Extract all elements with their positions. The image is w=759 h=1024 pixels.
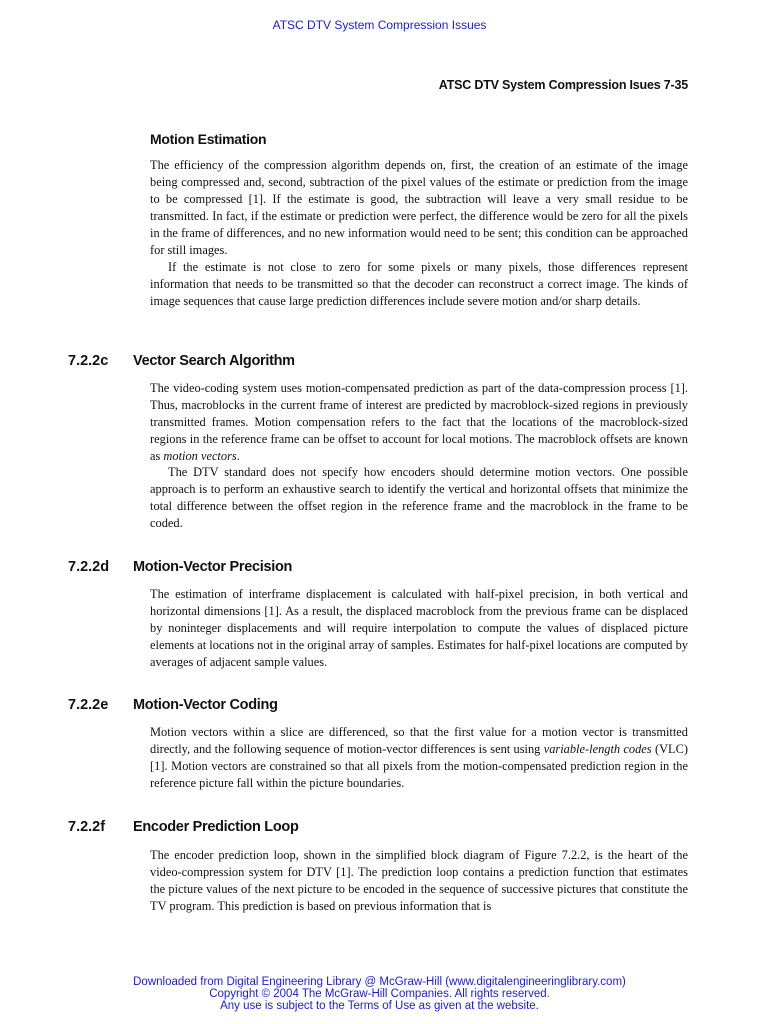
section-722e-paragraph-1: Motion vectors within a slice are differenced, so that the first value for a motion vector is transmitted directly, and the following sequence of motion-vector differences is sent using variable-length codes (VLC) [1]. Motion vectors are constrained so that all pixels from the motion-compensated prediction region in the reference picture fall within the picture boundaries. [150,725,688,790]
footer [0,976,759,1012]
footer-copyright: Copyright © 2004 The McGraw-Hill Companies. All rights reserved. [209,988,550,1000]
section-title-722d: Motion-Vector Precision [133,559,293,575]
top-document-link[interactable]: ATSC DTV System Compression Issues [272,18,487,32]
section-722c-paragraph-2: The DTV standard does not specify how encoders should determine motion vectors. One possible approach is to perform an exhaustive search to identify the vertical and horizontal offsets that minimize the total difference between the offset region in the reference frame and the macroblock in the frame to be coded. [150,465,688,530]
section-title-722c: Vector Search Algorithm [133,353,295,369]
footer-download-link[interactable]: Downloaded from Digital Engineering Library @ McGraw-Hill (www.digitalengineeringlibrary.com) [133,976,626,988]
motion-vectors-term: motion vectors [163,449,237,463]
motion-estimation-paragraph-1: The efficiency of the compression algorithm depends on, first, the creation of an estimate of the image being compressed and, second, subtraction of the pixel values of the estimate or prediction from the image to be compressed [1]. If the estimate is good, the subtraction will leave a very small residue to be transmitted. In fact, if the estimate or prediction were perfect, the difference would be zero for all the pixels in the frame of differences, and no new information would need to be sent; this condition can be approached for still images. [150,158,688,257]
section-number-722c: 7.2.2c [68,353,109,369]
running-head: ATSC DTV System Compression Isues 7-35 [438,78,688,92]
section-722f-paragraph-1: The encoder prediction loop, shown in the simplified block diagram of Figure 7.2.2, is the heart of the video-compression system for DTV [1]. The prediction loop contains a prediction function that estimates the picture values of the next picture to be encoded in the sequence of successive pictures that constitute the TV program. This prediction is based on previous information that is [150,848,688,913]
footer-terms-link[interactable]: Any use is subject to the Terms of Use as given at the website. [220,1000,539,1012]
motion-estimation-paragraph-2: If the estimate is not close to zero for some pixels or many pixels, those differences represent information that needs to be transmitted so that the decoder can reconstruct a correct image. The kinds of image sequences that cause large prediction differences include severe motion and/or sharp details. [150,260,688,308]
variable-length-codes-term: variable-length codes [543,742,652,756]
section-722c-paragraph-1: The video-coding system uses motion-compensated prediction as part of the data-compression process [1]. Thus, macroblocks in the current frame of interest are predicted by macroblock-sized regions in previously transmitted frames. Motion compensation refers to the fact that the locations of the macroblock-sized regions in the reference frame can be offset to account for local motions. The macroblock offsets are known as motion vectors. [150,381,688,463]
section-title-722f: Encoder Prediction Loop [133,819,299,835]
section-number-722d: 7.2.2d [68,559,110,575]
section-number-722e: 7.2.2e [68,697,109,713]
section-title-722e: Motion-Vector Coding [133,697,278,713]
section-number-722f: 7.2.2f [68,819,106,835]
motion-estimation-heading: Motion Estimation [150,131,267,147]
section-722d-paragraph-1: The estimation of interframe displacement is calculated with half-pixel precision, in both vertical and horizontal dimensions [1]. As a result, the displaced macroblock from the previous frame can be displaced by noninteger displacements and will require interpolation to compute the values of displaced picture elements at locations not in the original array of samples. Estimates for half-pixel locations are computed by averages of adjacent sample values. [150,587,688,669]
